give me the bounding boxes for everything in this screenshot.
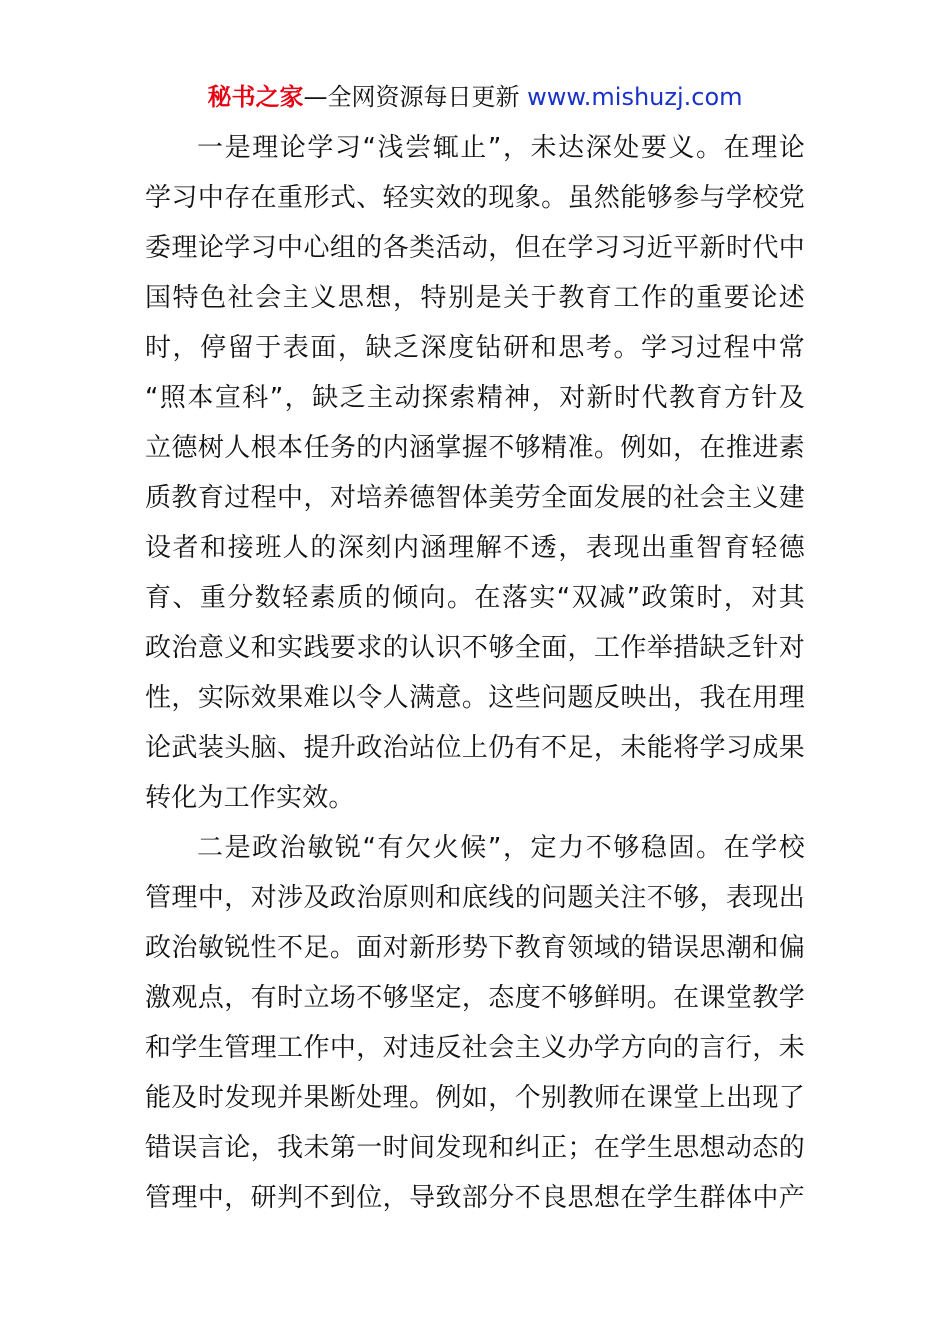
text-line: 设者和接班人的深刻内涵理解不透，表现出重智育轻德 — [145, 533, 805, 563]
site-slogan: —全网资源每日更新 — [303, 83, 528, 111]
text-line: 时，停留于表面，缺乏深度钻研和思考。学习过程中常 — [145, 333, 805, 363]
text-line: 政治意义和实践要求的认识不够全面，工作举措缺乏针对 — [145, 633, 805, 663]
text-line: 转化为工作实效。 — [145, 783, 355, 813]
text-line: 错误言论，我未第一时间发现和纠正；在学生思想动态的 — [145, 1133, 805, 1163]
paragraph-political-sensitivity — [145, 823, 805, 1223]
text-line: 论武装头脑、提升政治站位上仍有不足，未能将学习成果 — [145, 733, 805, 763]
text-line: 和学生管理工作中，对违反社会主义办学方向的言行，未 — [145, 1033, 805, 1063]
document-body — [145, 123, 805, 1223]
text-line: 一是理论学习“浅尝辄止”，未达深处要义。在理论 — [197, 133, 805, 163]
text-line: 管理中，研判不到位，导致部分不良思想在学生群体中产 — [145, 1183, 805, 1213]
text-line: 学习中存在重形式、轻实效的现象。虽然能够参与学校党 — [145, 183, 805, 213]
text-line: 国特色社会主义思想，特别是关于教育工作的重要论述 — [145, 283, 805, 313]
text-line: 委理论学习中心组的各类活动，但在学习习近平新时代中 — [145, 233, 805, 263]
text-line: 育、重分数轻素质的倾向。在落实“双减”政策时，对其 — [145, 583, 805, 613]
text-line: 二是政治敏锐“有欠火候”，定力不够稳固。在学校 — [197, 833, 805, 863]
site-brand: 秘书之家 — [207, 83, 304, 111]
paragraph-theory-study — [145, 123, 805, 823]
site-url-link[interactable]: www.mishuzj.com — [527, 83, 743, 111]
text-line: 立德树人根本任务的内涵掌握不够精准。例如，在推进素 — [145, 433, 805, 463]
text-line: 政治敏锐性不足。面对新形势下教育领域的错误思潮和偏 — [145, 933, 805, 963]
text-line: 管理中，对涉及政治原则和底线的问题关注不够，表现出 — [145, 883, 805, 913]
site-header — [0, 82, 950, 112]
text-line: 激观点，有时立场不够坚定，态度不够鲜明。在课堂教学 — [145, 983, 805, 1013]
text-line: 性，实际效果难以令人满意。这些问题反映出，我在用理 — [145, 683, 805, 713]
text-line: 质教育过程中，对培养德智体美劳全面发展的社会主义建 — [145, 483, 805, 513]
text-line: 能及时发现并果断处理。例如，个别教师在课堂上出现了 — [145, 1083, 805, 1113]
text-line: “照本宣科”，缺乏主动探索精神，对新时代教育方针及 — [145, 383, 805, 413]
